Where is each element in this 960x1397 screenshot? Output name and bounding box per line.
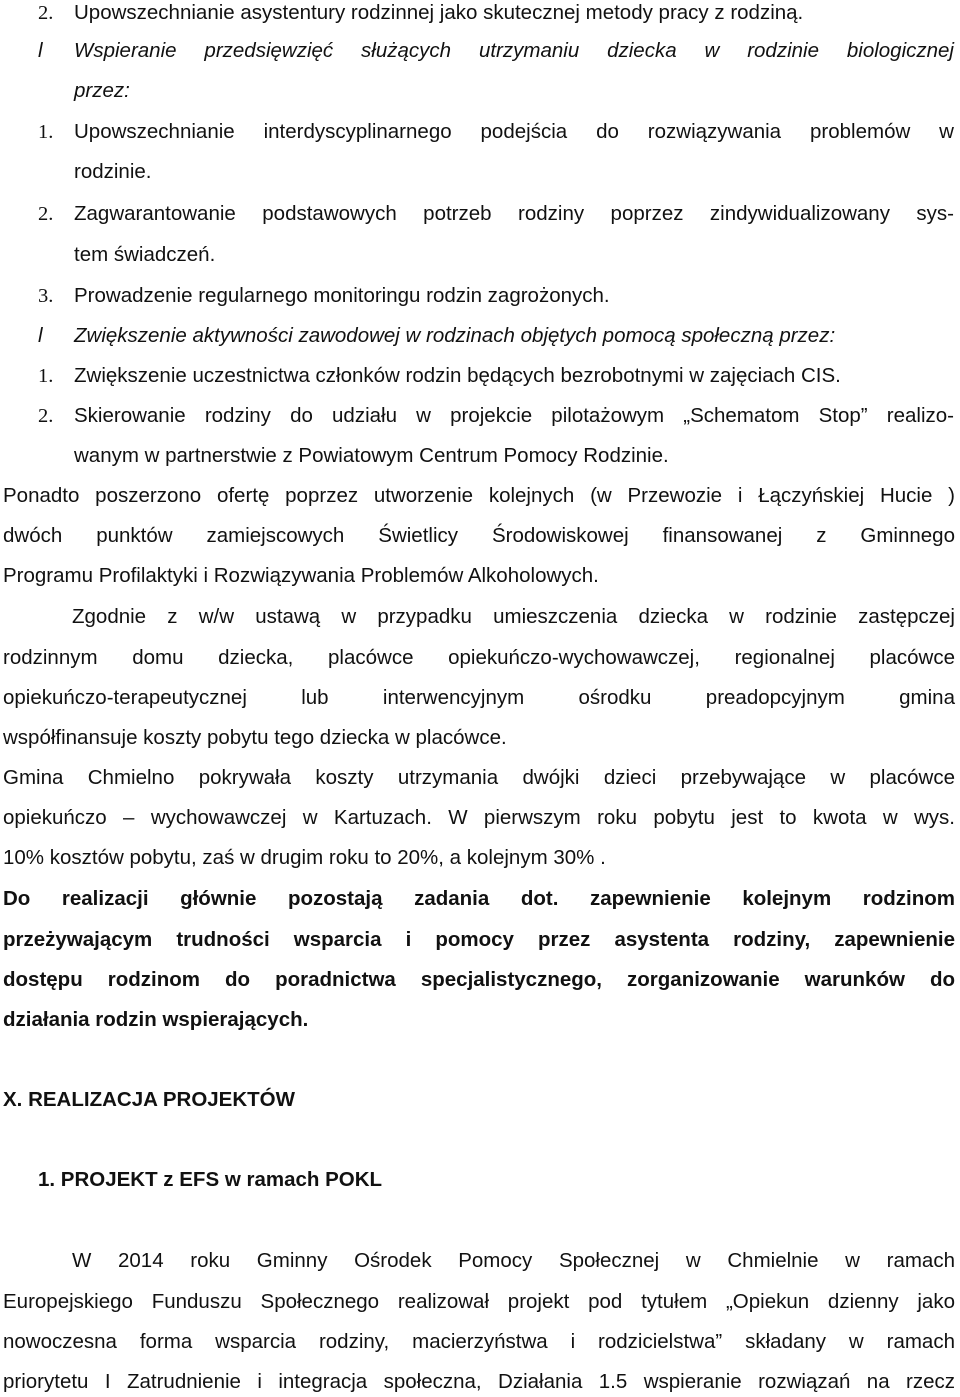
list-number: 1. (38, 121, 54, 143)
paragraph-line (0, 967, 960, 993)
paragraph-text-bold: działania rodzin wspierających. (3, 1008, 309, 1031)
paragraph-line (0, 1329, 960, 1355)
paragraph-text: dwóch punktów zamiejscowych Świetlicy Środowiskowej finansowanej z Gminnego (3, 524, 955, 547)
paragraph-text: Zgodnie z w/w ustawą w przypadku umieszczenia dziecka w rodzinie zastępczej (72, 605, 955, 628)
paragraph-line (0, 523, 960, 549)
list-number: 2. (38, 203, 54, 225)
paragraph-line (0, 563, 960, 589)
list-item (0, 283, 960, 309)
paragraph-line (0, 685, 960, 711)
list-item (0, 0, 960, 26)
paragraph-line (0, 1289, 960, 1315)
paragraph-text: Programu Profilaktyki i Rozwiązywania Problemów Alkoholowych. (3, 564, 599, 587)
section-heading-cont (0, 78, 960, 104)
list-number: 2. (38, 405, 54, 427)
section-heading-text: Zwiększenie aktywności zawodowej w rodzinach objętych pomocą społeczną przez: (74, 324, 836, 347)
paragraph-line (0, 805, 960, 831)
paragraph-text-bold: przeżywającym trudności wsparcia i pomocy przez asystenta rodziny, zapewnienie (3, 928, 955, 951)
paragraph-text-bold: dostępu rodzinom do poradnictwa specjalistycznego, zorganizowanie warunków do (3, 968, 955, 991)
paragraph-text: W 2014 roku Gminny Ośrodek Pomocy Społecznej w Chmielnie w ramach (72, 1249, 955, 1272)
list-text: rodzinie. (74, 160, 152, 183)
subsection-title-text: 1. PROJEKT z EFS w ramach POKL (38, 1168, 383, 1191)
list-item (0, 119, 960, 145)
list-text: tem świadczeń. (74, 243, 216, 266)
paragraph-line (0, 1007, 960, 1033)
bullet-marker: l (38, 39, 43, 62)
list-text: wanym w partnerstwie z Powiatowym Centrum Pomocy Rodzinie. (74, 444, 669, 467)
section-heading (0, 323, 960, 349)
paragraph-line (0, 1248, 960, 1274)
section-title-text: X. REALIZACJA PROJEKTÓW (3, 1088, 295, 1111)
list-text: Prowadzenie regularnego monitoringu rodzin zagrożonych. (74, 284, 610, 307)
bullet-marker: l (38, 324, 43, 347)
list-number: 1. (38, 365, 54, 387)
list-item (0, 201, 960, 227)
paragraph-text: priorytetu I Zatrudnienie i integracja społeczna, Działania 1.5 wspieranie rozwiązań na rzecz (3, 1370, 955, 1393)
paragraph-text: opiekuńczo-terapeutycznej lub interwencyjnym ośrodku preadopcyjnym gmina (3, 686, 955, 709)
list-item-cont (0, 443, 960, 469)
paragraph-text: nowoczesna forma wsparcia rodziny, macierzyństwa i rodzicielstwa” składany w ramach (3, 1330, 955, 1353)
paragraph-line (0, 725, 960, 751)
paragraph-text: Europejskiego Funduszu Społecznego realizował projekt pod tytułem „Opiekun dzienny jako (3, 1290, 955, 1313)
list-item-cont (0, 242, 960, 268)
subsection-title (0, 1167, 960, 1193)
section-title (0, 1087, 960, 1113)
paragraph-line (0, 886, 960, 912)
paragraph-line (0, 645, 960, 671)
list-text: Upowszechnianie asystentury rodzinnej jako skutecznej metody pracy z rodziną. (74, 1, 804, 24)
list-number: 3. (38, 285, 54, 307)
paragraph-text: współfinansuje koszty pobytu tego dziecka w placówce. (3, 726, 507, 749)
section-heading (0, 38, 960, 64)
paragraph-line (0, 845, 960, 871)
list-item (0, 363, 960, 389)
paragraph-line (0, 927, 960, 953)
list-text: Zagwarantowanie podstawowych potrzeb rodziny poprzez zindywidualizowany sys- (74, 202, 954, 225)
paragraph-text: rodzinnym domu dziecka, placówce opiekuńczo-wychowawczej, regionalnej placówce (3, 646, 955, 669)
paragraph-text: 10% kosztów pobytu, zaś w drugim roku to 20%, a kolejnym 30% . (3, 846, 606, 869)
paragraph-line (0, 604, 960, 630)
list-number: 2. (38, 2, 54, 24)
section-heading-text: Wspieranie przedsięwzięć służących utrzymaniu dziecka w rodzinie biologicznej (74, 39, 954, 62)
paragraph-line (0, 765, 960, 791)
section-heading-text-cont: przez: (74, 79, 130, 102)
paragraph-text: Ponadto poszerzono ofertę poprzez utworzenie kolejnych (w Przewozie i Łączyńskiej Hucie ) (3, 484, 955, 507)
list-text: Zwiększenie uczestnictwa członków rodzin będących bezrobotnymi w zajęciach CIS. (74, 364, 841, 387)
paragraph-text-bold: Do realizacji głównie pozostają zadania dot. zapewnienie kolejnym rodzinom (3, 887, 955, 910)
list-text: Upowszechnianie interdyscyplinarnego podejścia do rozwiązywania problemów w (74, 120, 954, 143)
paragraph-text: Gmina Chmielno pokrywała koszty utrzymania dwójki dzieci przebywające w placówce (3, 766, 955, 789)
list-item (0, 403, 960, 429)
list-text: Skierowanie rodziny do udziału w projekcie pilotażowym „Schematom Stop” realizo- (74, 404, 954, 427)
paragraph-text: opiekuńczo – wychowawczej w Kartuzach. W pierwszym roku pobytu jest to kwota w wys. (3, 806, 955, 829)
list-item-cont (0, 159, 960, 185)
paragraph-line (0, 1369, 960, 1395)
paragraph-line (0, 483, 960, 509)
